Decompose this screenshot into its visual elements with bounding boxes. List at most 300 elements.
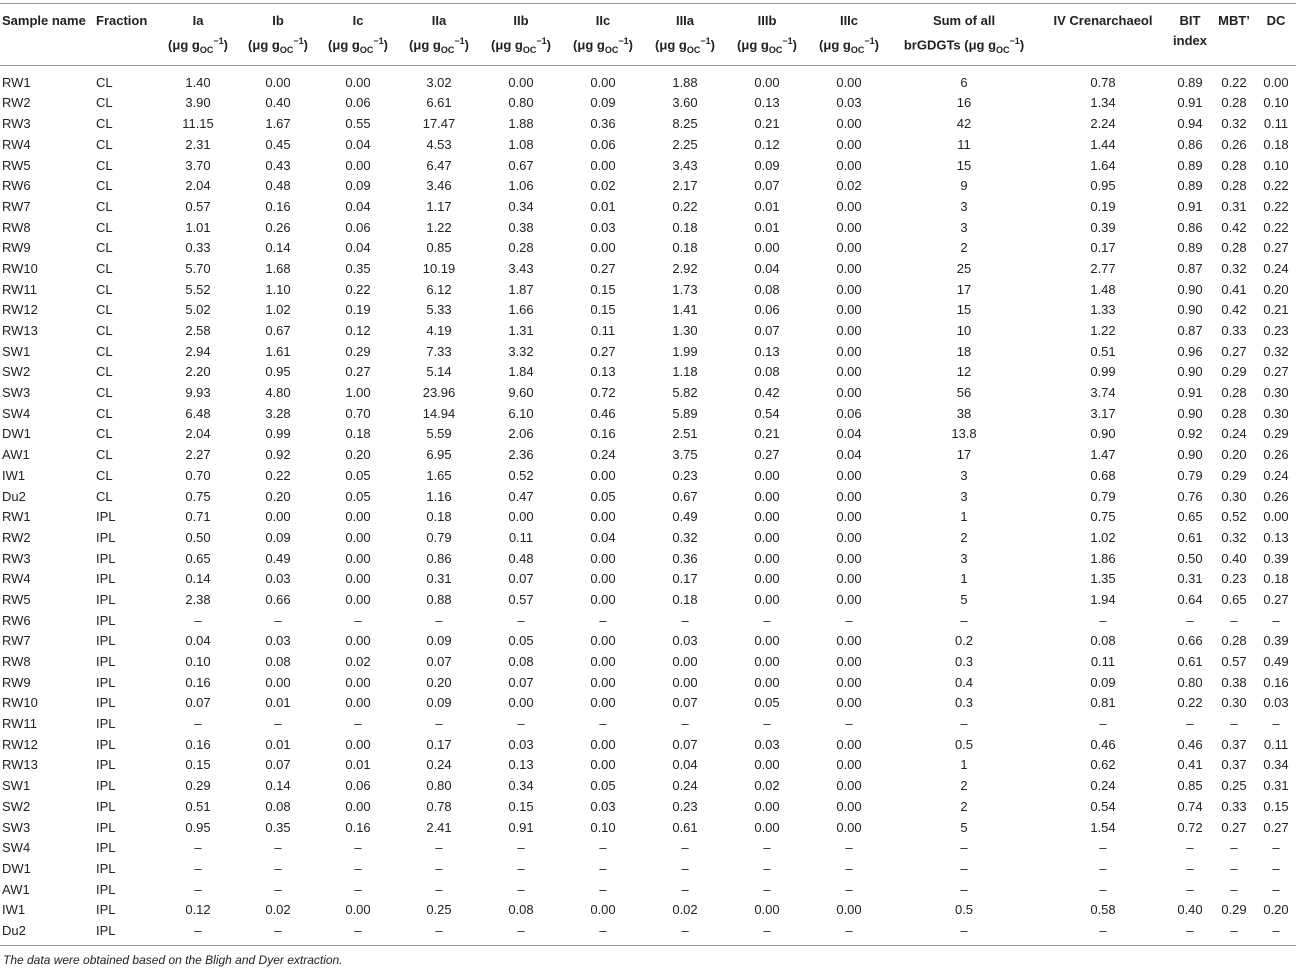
fraction-cell: CL (96, 260, 113, 276)
fraction-cell: CL (96, 95, 113, 111)
value-cell: – (274, 860, 282, 876)
value-cell: 0.01 (345, 757, 371, 773)
value-cell: 0.15 (590, 302, 616, 318)
value-cell: 0.01 (590, 198, 616, 214)
value-cell: 9.60 (508, 385, 534, 401)
table-body (0, 65, 1296, 945)
value-cell: 0.61 (672, 819, 698, 835)
value-cell: 0.85 (426, 240, 452, 256)
value-cell: 0.12 (754, 136, 780, 152)
value-cell: 1 (960, 571, 968, 587)
value-cell: 15 (956, 302, 972, 318)
value-cell: – (158, 920, 238, 945)
value-cell: 1.06 (508, 178, 534, 194)
value-cell: 0.24 (590, 447, 616, 463)
value-cell: – (1230, 881, 1238, 897)
value-cell: 2.77 (1090, 260, 1116, 276)
value-cell: 3.46 (426, 178, 452, 194)
value-cell: 0.00 (836, 136, 862, 152)
unit-text: (μg g (409, 37, 441, 53)
column-header: IV Crenarchaeol (1038, 4, 1168, 33)
value-cell: – (890, 920, 1038, 945)
fraction-cell: CL (96, 157, 113, 173)
sample-name-cell: RW3 (2, 550, 31, 566)
value-cell: 0.00 (345, 695, 371, 711)
value-cell: 1.17 (426, 198, 452, 214)
value-cell: – (194, 881, 202, 897)
value-cell: 0.18 (1263, 571, 1289, 587)
value-cell: 0.28 (1221, 405, 1247, 421)
value-cell: – (681, 840, 689, 856)
value-cell: 0.28 (1221, 385, 1247, 401)
value-cell: 1.54 (1090, 819, 1116, 835)
value-cell: 0.01 (265, 695, 291, 711)
value-cell: 2.25 (672, 136, 698, 152)
unit-superscript: −1 (864, 36, 875, 46)
table-row (0, 610, 1296, 631)
table-row (0, 693, 1296, 714)
value-cell: 0.87 (1177, 260, 1203, 276)
value-cell: 0.00 (836, 157, 862, 173)
column-header: Sum of all (890, 4, 1038, 33)
unit-text: (μg g (491, 37, 523, 53)
value-cell: 0.09 (754, 157, 780, 173)
value-cell: 0.21 (754, 116, 780, 132)
value-cell: 0.66 (265, 591, 291, 607)
unit-text: (μg g (328, 37, 360, 53)
value-cell: 0.19 (1090, 198, 1116, 214)
value-cell: 0.70 (185, 467, 211, 483)
column-unit (808, 32, 890, 65)
value-cell: 0.11 (1263, 736, 1289, 752)
value-cell: 0.22 (1177, 695, 1203, 711)
table-row (0, 113, 1296, 134)
value-cell: 0.00 (590, 736, 616, 752)
value-cell: 0.31 (426, 571, 452, 587)
sample-name-cell: RW4 (2, 136, 31, 152)
value-cell: 0.06 (345, 95, 371, 111)
column-header: Sample name (0, 4, 94, 33)
value-cell: 0.00 (836, 819, 862, 835)
value-cell: 0.08 (265, 654, 291, 670)
value-cell: 0.13 (590, 364, 616, 380)
table-row (0, 299, 1296, 320)
value-cell: 0.25 (1221, 778, 1247, 794)
value-cell: 3.74 (1090, 385, 1116, 401)
value-cell: 5.89 (672, 405, 698, 421)
value-cell: 3.43 (508, 260, 534, 276)
column-header: IIb (480, 4, 562, 33)
value-cell: 8.25 (672, 116, 698, 132)
fraction-cell: CL (96, 467, 113, 483)
fraction-cell: IPL (96, 860, 116, 876)
column-unit (1256, 32, 1296, 65)
value-cell: 0.00 (836, 467, 862, 483)
value-cell: 0.36 (672, 550, 698, 566)
value-cell: 0.96 (1177, 343, 1203, 359)
value-cell: – (1038, 920, 1168, 945)
value-cell: 0.5 (954, 902, 974, 918)
value-cell: 0.27 (1263, 364, 1289, 380)
unit-subscript: OC (359, 44, 374, 55)
value-cell: 0.71 (185, 509, 211, 525)
value-cell: 0.07 (426, 654, 452, 670)
value-cell: 0.26 (1263, 447, 1289, 463)
value-cell: 0.22 (672, 198, 698, 214)
value-cell: 5.52 (185, 281, 211, 297)
value-cell: – (599, 716, 607, 732)
value-cell: 0.36 (590, 116, 616, 132)
value-cell: 0.54 (754, 405, 780, 421)
unit-subscript: OC (686, 44, 701, 55)
gdgt-table (0, 3, 1296, 946)
value-cell: 0.22 (1263, 198, 1289, 214)
value-cell: 0.05 (345, 467, 371, 483)
value-cell: 0.54 (1090, 798, 1116, 814)
value-cell: 0.09 (345, 178, 371, 194)
value-cell: – (318, 920, 398, 945)
value-cell: 5.14 (426, 364, 452, 380)
value-cell: 0.20 (1221, 447, 1247, 463)
value-cell: 2.36 (508, 447, 534, 463)
value-cell: 0.07 (754, 323, 780, 339)
sample-name-cell: SW1 (2, 778, 31, 794)
value-cell: 0.23 (672, 467, 698, 483)
fraction-cell: IPL (96, 654, 116, 670)
value-cell: 0.61 (1177, 529, 1203, 545)
value-cell: – (960, 860, 968, 876)
value-cell: 0.67 (265, 323, 291, 339)
value-cell: 3.17 (1090, 405, 1116, 421)
value-cell: 0.00 (836, 674, 862, 690)
value-cell: 0.94 (1177, 116, 1203, 132)
value-cell: – (435, 881, 443, 897)
unit-subscript: OC (996, 44, 1010, 55)
table-row (0, 155, 1296, 176)
value-cell: 0.00 (836, 571, 862, 587)
table-row (0, 755, 1296, 776)
value-cell: 0.00 (265, 509, 291, 525)
table-row (0, 713, 1296, 734)
value-cell: 0.35 (265, 819, 291, 835)
value-cell: 0.00 (345, 157, 371, 173)
value-cell: 0.14 (265, 240, 291, 256)
value-cell: – (763, 716, 771, 732)
value-cell: 15 (956, 157, 972, 173)
value-cell: 0.00 (836, 343, 862, 359)
value-cell: 0.04 (345, 198, 371, 214)
sample-name-cell: RW7 (2, 633, 31, 649)
value-cell: 0.90 (1177, 302, 1203, 318)
fraction-cell: CL (96, 302, 113, 318)
fraction-cell: IPL (96, 881, 116, 897)
value-cell: 0.27 (590, 260, 616, 276)
value-cell: – (354, 840, 362, 856)
value-cell: 2.31 (185, 136, 211, 152)
table-row (0, 196, 1296, 217)
unit-close: ) (874, 37, 879, 53)
value-cell: – (1230, 716, 1238, 732)
value-cell: – (562, 920, 644, 945)
value-cell: – (1186, 860, 1194, 876)
value-cell: 0.21 (754, 426, 780, 442)
value-cell: 6.95 (426, 447, 452, 463)
value-cell: 0.00 (590, 633, 616, 649)
value-cell: 2.17 (672, 178, 698, 194)
table-footnote: The data were obtained based on the Bligh and Dyer extraction. (3, 953, 343, 967)
sample-name-cell: IW1 (2, 902, 26, 918)
value-cell: 0.00 (754, 654, 780, 670)
value-cell: – (1186, 840, 1194, 856)
value-cell: 0.74 (1177, 798, 1203, 814)
value-cell: 0.00 (672, 674, 698, 690)
value-cell: 17.47 (422, 116, 456, 132)
value-cell: 3.43 (672, 157, 698, 173)
value-cell: 0.33 (185, 240, 211, 256)
value-cell: – (1099, 612, 1107, 628)
value-cell: 0.31 (1263, 778, 1289, 794)
value-cell: 0.00 (754, 902, 780, 918)
sample-name-cell: RW10 (2, 260, 38, 276)
column-header: Ia (158, 4, 238, 33)
sample-name-cell: RW13 (2, 323, 38, 339)
value-cell: 16 (956, 95, 972, 111)
value-cell: 0.00 (836, 281, 862, 297)
value-cell: 0.06 (345, 778, 371, 794)
value-cell: 1.66 (508, 302, 534, 318)
value-cell: – (1099, 716, 1107, 732)
value-cell: 1.61 (265, 343, 291, 359)
value-cell: – (435, 612, 443, 628)
value-cell: 0.28 (1221, 178, 1247, 194)
value-cell: 1.18 (672, 364, 698, 380)
sample-name-cell: RW1 (2, 509, 31, 525)
unit-text: (μg g (819, 37, 851, 53)
value-cell: 1.33 (1090, 302, 1116, 318)
value-cell: 0.00 (836, 509, 862, 525)
value-cell: – (274, 612, 282, 628)
column-unit (1168, 32, 1212, 65)
value-cell: 1.35 (1090, 571, 1116, 587)
fraction-cell: IPL (96, 840, 116, 856)
value-cell: 0.55 (345, 116, 371, 132)
value-cell: 0.02 (265, 902, 291, 918)
value-cell: – (1099, 840, 1107, 856)
value-cell: 0.49 (1263, 654, 1289, 670)
value-cell: 0.95 (1090, 178, 1116, 194)
value-cell: 0.00 (836, 591, 862, 607)
value-cell: 0.01 (754, 219, 780, 235)
table-header (0, 4, 1296, 66)
value-cell: 0.20 (1263, 902, 1289, 918)
value-cell: – (960, 612, 968, 628)
value-cell: 25 (956, 260, 972, 276)
unit-close: ) (1019, 37, 1025, 53)
value-cell: 3.90 (185, 95, 211, 111)
value-cell: 0.03 (590, 798, 616, 814)
value-cell: 56 (956, 385, 972, 401)
value-cell: 0.29 (1221, 902, 1247, 918)
value-cell: 0.3 (954, 654, 974, 670)
value-cell: 0.16 (590, 426, 616, 442)
table-row (0, 775, 1296, 796)
sample-name-cell: RW12 (2, 302, 38, 318)
value-cell: 0.32 (672, 529, 698, 545)
table-row (0, 734, 1296, 755)
value-cell: 1.64 (1090, 157, 1116, 173)
value-cell: 0.00 (590, 240, 616, 256)
sample-name-cell: RW2 (2, 95, 31, 111)
value-cell: 0.00 (508, 695, 534, 711)
value-cell: 0.00 (836, 695, 862, 711)
fraction-cell: CL (96, 488, 113, 504)
value-cell: 18 (956, 343, 972, 359)
value-cell: 0.00 (345, 633, 371, 649)
unit-superscript: −1 (700, 36, 711, 46)
sample-name-cell: DW1 (2, 426, 31, 442)
value-cell: – (354, 612, 362, 628)
value-cell: 0.12 (345, 323, 371, 339)
table-row (0, 899, 1296, 920)
fraction-cell: IPL (96, 591, 116, 607)
column-header: BIT (1168, 4, 1212, 33)
sample-name-cell: AW1 (2, 447, 30, 463)
fraction-cell: IPL (96, 757, 116, 773)
value-cell: 1.40 (185, 74, 211, 90)
value-cell: 0.00 (345, 902, 371, 918)
value-cell: 0.31 (1177, 571, 1203, 587)
value-cell: 0.29 (1221, 467, 1247, 483)
value-cell: 0.92 (1177, 426, 1203, 442)
value-cell: 0.38 (508, 219, 534, 235)
value-cell: 0.18 (426, 509, 452, 525)
value-cell: 2.41 (426, 819, 452, 835)
table-row (0, 279, 1296, 300)
fraction-cell: CL (96, 240, 113, 256)
sample-name-cell: SW4 (2, 840, 31, 856)
value-cell: 0.00 (836, 902, 862, 918)
value-cell: – (274, 716, 282, 732)
value-cell: 1.08 (508, 136, 534, 152)
value-cell: 0.5 (954, 736, 974, 752)
value-cell: 0.00 (836, 778, 862, 794)
value-cell: 0.89 (1177, 178, 1203, 194)
value-cell: 0.06 (754, 302, 780, 318)
value-cell: 0.02 (754, 778, 780, 794)
value-cell: 0.09 (426, 695, 452, 711)
value-cell: – (1230, 840, 1238, 856)
value-cell: 0.08 (1090, 633, 1116, 649)
value-cell: 0.80 (1177, 674, 1203, 690)
value-cell: 0.29 (185, 778, 211, 794)
value-cell: 0.33 (1221, 323, 1247, 339)
value-cell: 0.05 (345, 488, 371, 504)
value-cell: 2.20 (185, 364, 211, 380)
value-cell: 0.00 (754, 74, 780, 90)
value-cell: 0.28 (1221, 240, 1247, 256)
value-cell: 2.92 (672, 260, 698, 276)
value-cell: 2 (960, 798, 968, 814)
value-cell: 0.81 (1090, 695, 1116, 711)
value-cell: 0.89 (1177, 157, 1203, 173)
value-cell: 0.08 (754, 281, 780, 297)
value-cell: 1.22 (426, 219, 452, 235)
value-cell: 0.26 (1221, 136, 1247, 152)
column-unit (644, 32, 726, 65)
fraction-cell: CL (96, 178, 113, 194)
value-cell: 0.28 (1221, 157, 1247, 173)
value-cell: 0.00 (836, 198, 862, 214)
value-cell: – (1099, 860, 1107, 876)
value-cell: 0.00 (754, 633, 780, 649)
value-cell: 0.30 (1263, 385, 1289, 401)
value-cell: 0.39 (1263, 633, 1289, 649)
column-header: Ic (318, 4, 398, 33)
value-cell: 0.86 (1177, 219, 1203, 235)
value-cell: 0.13 (754, 95, 780, 111)
value-cell: – (1212, 920, 1256, 945)
table-row (0, 630, 1296, 651)
value-cell: 0.00 (590, 550, 616, 566)
value-cell: 1.44 (1090, 136, 1116, 152)
value-cell: 0.12 (185, 902, 211, 918)
table-row (0, 920, 1296, 945)
value-cell: 0.07 (672, 695, 698, 711)
value-cell: 0.67 (672, 488, 698, 504)
table-row (0, 134, 1296, 155)
value-cell: 0.92 (265, 447, 291, 463)
value-cell: 0.00 (836, 529, 862, 545)
value-cell: 0.16 (185, 674, 211, 690)
value-cell: – (599, 881, 607, 897)
value-cell: 0.00 (754, 240, 780, 256)
value-cell: – (1272, 612, 1280, 628)
value-cell: 0.00 (672, 654, 698, 670)
column-header: IIIb (726, 4, 808, 33)
value-cell: 1.00 (345, 385, 371, 401)
value-cell: – (274, 881, 282, 897)
sample-name-cell: RW6 (2, 612, 31, 628)
value-cell: 0.24 (1090, 778, 1116, 794)
column-unit (238, 32, 318, 65)
value-cell: 0.2 (954, 633, 974, 649)
value-cell: 0.00 (754, 550, 780, 566)
value-cell: 0.18 (672, 591, 698, 607)
value-cell: 0.99 (1090, 364, 1116, 380)
table-row (0, 548, 1296, 569)
value-cell: 4.53 (426, 136, 452, 152)
value-cell: 0.07 (508, 674, 534, 690)
value-cell: – (845, 860, 853, 876)
value-cell: 0.47 (508, 488, 534, 504)
sample-name-cell: AW1 (2, 881, 30, 897)
value-cell: 0.35 (345, 260, 371, 276)
value-cell: 0.58 (1090, 902, 1116, 918)
value-cell: 2.27 (185, 447, 211, 463)
value-cell: 0.90 (1177, 447, 1203, 463)
value-cell: 0.20 (426, 674, 452, 690)
value-cell: 0.10 (1263, 95, 1289, 111)
value-cell: 1.22 (1090, 323, 1116, 339)
unit-text: brGDGTs (μg g (903, 37, 997, 53)
value-cell: 3.32 (508, 343, 534, 359)
value-cell: 11.15 (182, 116, 214, 132)
value-cell: 17 (956, 447, 972, 463)
value-cell: 5.70 (185, 260, 211, 276)
value-cell: 0.04 (345, 240, 371, 256)
value-cell: 0.51 (1090, 343, 1116, 359)
fraction-cell: IPL (96, 695, 116, 711)
